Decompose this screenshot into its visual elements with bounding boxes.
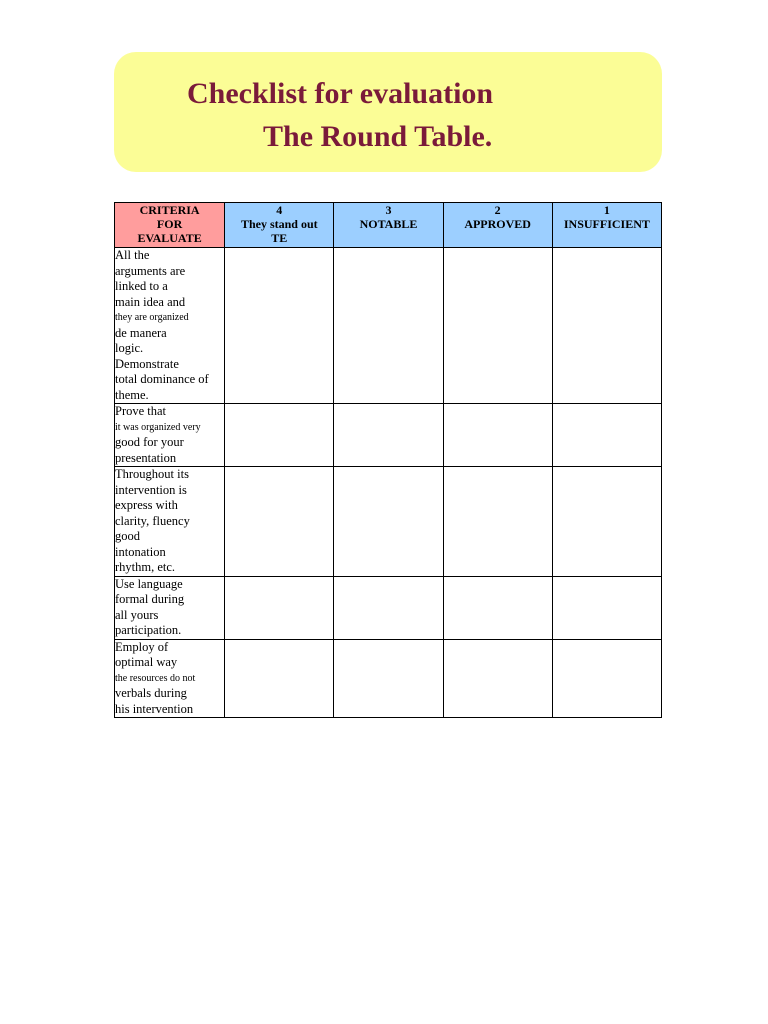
- criterion-text: the resources do not: [115, 672, 196, 684]
- criterion-text: Prove that: [115, 404, 167, 418]
- score-cell-2[interactable]: [443, 404, 552, 467]
- criterion-text: linked to a: [115, 279, 168, 293]
- header-level-1: [552, 203, 661, 248]
- criterion-cell: [115, 404, 225, 467]
- header-level-2: [443, 203, 552, 248]
- table-header-row: [115, 203, 662, 248]
- criterion-cell: [115, 467, 225, 577]
- header-text: 2: [494, 203, 501, 217]
- criterion-text: total dominance of: [115, 372, 209, 386]
- score-cell-2[interactable]: [443, 576, 552, 639]
- header-text: TE: [271, 231, 288, 245]
- evaluation-table: [114, 202, 662, 718]
- criterion-text: theme.: [115, 387, 149, 402]
- criterion-text: they are organized: [115, 312, 189, 323]
- criterion-text: Use language: [115, 576, 183, 591]
- criterion-cell: [115, 248, 225, 404]
- criterion-text: intonation: [115, 544, 166, 559]
- criterion-cell: [115, 639, 225, 718]
- criterion-text: main idea and: [115, 294, 186, 309]
- score-cell-2[interactable]: [443, 639, 552, 718]
- criterion-text: presentation: [115, 450, 177, 465]
- criterion-text: participation.: [115, 623, 182, 637]
- criterion-text: his intervention: [115, 701, 194, 716]
- score-cell-4[interactable]: [225, 467, 334, 577]
- criterion-text: clarity, fluency: [115, 513, 190, 528]
- score-cell-3[interactable]: [334, 404, 443, 467]
- criterion-text: verbals during: [115, 686, 187, 700]
- score-cell-3[interactable]: [334, 248, 443, 404]
- header-level-3: [334, 203, 443, 248]
- criterion-text: Throughout its: [115, 467, 189, 481]
- criterion-text: Employ of: [115, 639, 169, 654]
- score-cell-3[interactable]: [334, 639, 443, 718]
- table-row: [115, 576, 662, 639]
- criterion-text: All the: [115, 248, 150, 262]
- criterion-text: Demonstrate: [115, 356, 179, 371]
- title-banner: [114, 52, 662, 172]
- score-cell-1[interactable]: [552, 467, 661, 577]
- score-cell-4[interactable]: [225, 639, 334, 718]
- header-text: INSUFFICIENT: [563, 217, 650, 231]
- criterion-text: optimal way: [115, 655, 178, 669]
- header-text: EVALUATE: [137, 231, 202, 245]
- criterion-text: good: [115, 529, 140, 543]
- header-text: 4: [276, 203, 283, 217]
- header-text: FOR: [156, 217, 183, 231]
- criterion-text: express with: [115, 498, 178, 512]
- header-text: APPROVED: [464, 217, 531, 231]
- score-cell-1[interactable]: [552, 639, 661, 718]
- criterion-text: good for your: [115, 435, 184, 449]
- score-cell-4[interactable]: [225, 576, 334, 639]
- criterion-text: logic.: [115, 341, 144, 355]
- score-cell-1[interactable]: [552, 576, 661, 639]
- header-text: CRITERIA: [139, 203, 200, 217]
- score-cell-4[interactable]: [225, 248, 334, 404]
- score-cell-1[interactable]: [552, 248, 661, 404]
- title-line-2: The Round Table.: [263, 120, 493, 153]
- header-text: 3: [385, 203, 392, 217]
- table-row: [115, 404, 662, 467]
- criterion-text: formal during: [115, 592, 185, 606]
- table-row: [115, 467, 662, 577]
- table-row: [115, 248, 662, 404]
- score-cell-1[interactable]: [552, 404, 661, 467]
- criterion-cell: [115, 576, 225, 639]
- criterion-text: arguments are: [115, 263, 186, 278]
- criterion-text: rhythm, etc.: [115, 560, 176, 574]
- criterion-text: it was organized very: [115, 421, 201, 433]
- header-criteria: [115, 203, 225, 248]
- score-cell-3[interactable]: [334, 576, 443, 639]
- header-text: 1: [603, 203, 610, 217]
- criterion-text: de manera: [115, 325, 167, 340]
- score-cell-2[interactable]: [443, 248, 552, 404]
- header-text: NOTABLE: [359, 217, 418, 231]
- header-level-4: [225, 203, 334, 248]
- score-cell-4[interactable]: [225, 404, 334, 467]
- score-cell-3[interactable]: [334, 467, 443, 577]
- title-line-1: Checklist for evaluation: [187, 77, 494, 110]
- score-cell-2[interactable]: [443, 467, 552, 577]
- criterion-text: all yours: [115, 607, 159, 622]
- header-text: They stand out: [240, 217, 318, 231]
- table-row: [115, 639, 662, 718]
- criterion-text: intervention is: [115, 482, 187, 497]
